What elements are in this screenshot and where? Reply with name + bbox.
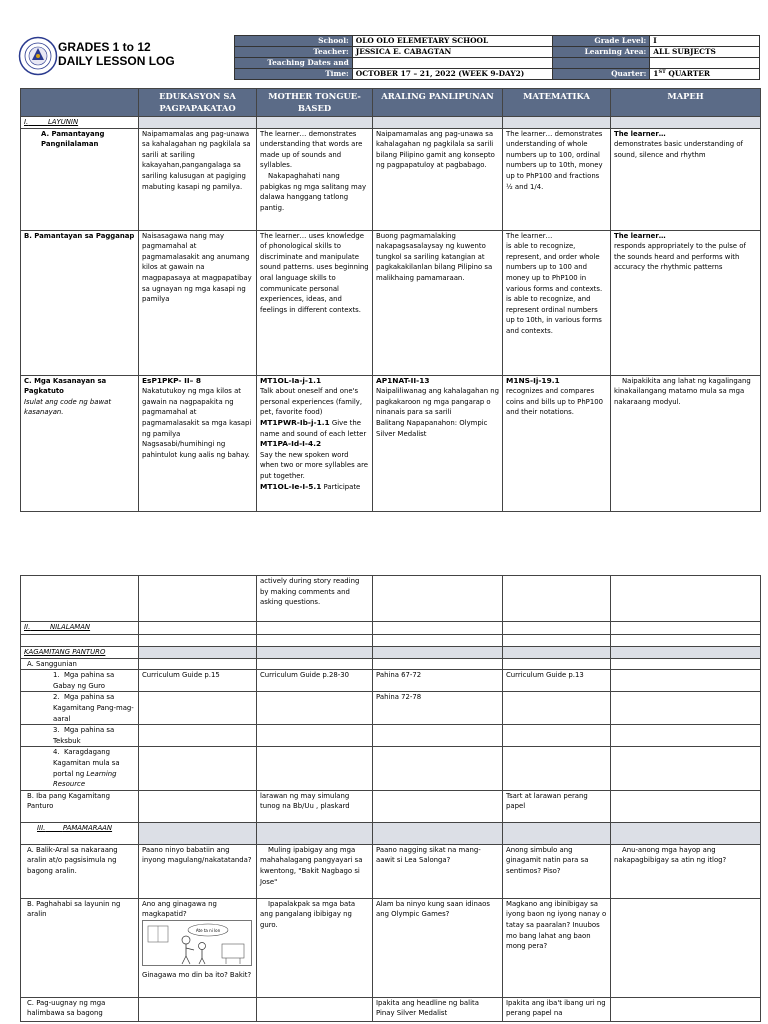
header-info-table xyxy=(234,35,760,80)
deped-seal-logo xyxy=(18,36,58,76)
column-header-mtb: MOTHER TONGUE-BASED xyxy=(257,89,373,117)
cell-a-mtb: The learner… demonstrates understanding that words are made up of sounds and syllables. Nakapaghahati nang pabigkas ng mga salitang may dalawa hanggang tatlong pantig. xyxy=(257,128,373,230)
time-label: Time: xyxy=(235,69,353,80)
cell-a-mapeh: The learner… demonstrates basic understanding of sound, silence and rhythm xyxy=(611,128,761,230)
cell-b-math: The learner… is able to recognize, represent, and order whole numbers up to 100 and money up to PhP100 in various forms and contexts. is able to recognize, and represent ordinal numbers up to 10th, in various forms and contexts. xyxy=(503,230,611,375)
cell-ra-ap: Paano nagging sikat na mang-aawit si Lea Salonga? xyxy=(373,844,503,898)
cell-rb-mapeh xyxy=(611,898,761,997)
siblings-illustration xyxy=(142,920,252,966)
cell-a-esp: Naipamamalas ang pag-unawa sa kahalagahan ng pagkilala sa sarili at sariling kakayahan,pangangalaga sa sariling kalusugan at pagiging mabuting kasapi ng pamilya. xyxy=(139,128,257,230)
teaching-dates-label: Teaching Dates and xyxy=(235,58,353,69)
row-label-karagdagang-kagamitan: 4. Karagdagang Kagamitan mula sa portal ng Learning Resource xyxy=(21,747,139,790)
cell-r2-math xyxy=(503,692,611,725)
teaching-dates-value: OCTOBER 17 – 21, 2022 (WEEK 9-DAY2) xyxy=(352,69,552,80)
column-header-mapeh: MAPEH xyxy=(611,89,761,117)
row-label-pamantayan-sa-pagganap: B. Pamantayan sa Pagganap xyxy=(21,230,139,375)
row-label-iba-pang-kagamitan: B. Iba pang Kagamitang Panturo xyxy=(21,790,139,822)
row-label-pamantayang-pangnilalaman: A. Pamantayang Pangnilalaman xyxy=(21,128,139,230)
cell-ra-mapeh: Anu-anong mga hayop ang nakapagbibigay sa atin ng itlog? xyxy=(611,844,761,898)
grade-level-value: I xyxy=(650,36,760,47)
learning-area-value: ALL SUBJECTS xyxy=(650,47,760,58)
column-header-esp: EDUKASYON SA PAGPAPAKATAO xyxy=(139,89,257,117)
cell-rc-math: Ipakita ang iba't ibang uri ng perang papel na xyxy=(503,997,611,1021)
row-label-paghahabi: B. Paghahabi sa layunin ng aralin xyxy=(21,898,139,997)
quarter-value: 1ST QUARTER xyxy=(650,69,760,80)
cell-b2-esp xyxy=(139,790,257,822)
cell-rc-esp xyxy=(139,997,257,1021)
cell-a-ap: Naipamamalas ang pag-unawa sa kahalagahan ng pagkilala sa sarili bilang Pilipino gamit ang konsepto ng pagpapatuloy at pagbabago. xyxy=(373,128,503,230)
cell-b-mtb: The learner… uses knowledge of phonological skills to discriminate and manipulate sound patterns. uses beginning oral language skills to communicate personal experiences, ideas, and feelings in different contexts. xyxy=(257,230,373,375)
cell-b2-ap xyxy=(373,790,503,822)
cell-r1-ap: Pahina 67-72 xyxy=(373,670,503,692)
form-title-line2: DAILY LESSON LOG xyxy=(58,54,175,68)
cell-rb-mtb: Ipapalakpak sa mga bata ang pangalang ibibigay ng guro. xyxy=(257,898,373,997)
cell-r2-esp xyxy=(139,692,257,725)
cell-c-math: M1NS-Ij-19.1 recognizes and compares coins and bills up to PhP100 and their notations. xyxy=(503,375,611,511)
school-label: School: xyxy=(235,36,353,47)
row-label-gabay-ng-guro: 1. Mga pahina sa Gabay ng Guro xyxy=(21,670,139,692)
cell-b-ap: Buong pagmamalaking nakapagsasalaysay ng kuwento tungkol sa sariling katangian at pagkakakilanlan bilang Pilipino sa malikhaing pamamaraan. xyxy=(373,230,503,375)
cell-c-mtb: MT1OL-Ia-j-1.1 Talk about oneself and one's personal experiences (family, pet, favorite food) MT1PWR-Ib-j-1.1 Give the name and sound of each letter MT1PA-Id-I-4.2 Say the new spoken word when two or more syllables are put together. MT1OL-Ie-I-5.1 Participate xyxy=(257,375,373,511)
column-header-ap: ARALING PANLIPUNAN xyxy=(373,89,503,117)
cell-rb-esp: Ano ang ginagawa ng magkapatid? Ate ta ni lon Ginagawa mo din ba ito? Bakit? xyxy=(139,898,257,997)
cell-b2-mtb: larawan ng may simulang tunog na Bb/Uu , plaskard xyxy=(257,790,373,822)
section-layunin: I. LAYUNIN xyxy=(21,117,139,129)
cell-r1-mapeh xyxy=(611,670,761,692)
teacher-label: Teacher: xyxy=(235,47,353,58)
cell-rc-mapeh xyxy=(611,997,761,1021)
cell-c-esp: EsP1PKP- II– 8 Nakatutukoy ng mga kilos at gawain na nagpapakita ng pagmamahal at pagmamalasakit sa mga kasapi ng pamilya Nagsasabi/humihingi ng pahintulot kung aalis ng bahay. xyxy=(139,375,257,511)
cell-b-esp: Naisasagawa nang may pagmamahal at pagmamalasakit ang anumang kilos at gawain na magpapasaya at magpapatibay sa ugnayan ng mga kasapi ng pamilya xyxy=(139,230,257,375)
row-label-balik-aral: A. Balik-Aral sa nakaraang aralin at/o pagsisimula ng bagong aralin. xyxy=(21,844,139,898)
cell-ra-mtb: Muling ipabigay ang mga mahahalagang pangyayari sa kwentong, "Bakit Nagbago si Jose" xyxy=(257,844,373,898)
cell-b-mapeh: The learner… responds appropriately to the pulse of the sounds heard and performs with accuracy the rhythmic patterns xyxy=(611,230,761,375)
cell-r2-mtb xyxy=(257,692,373,725)
teacher-value: JESSICA E. CABAGTAN xyxy=(352,47,552,58)
cell-rc-ap: Ipakita ang headline ng balita Pinay Silver Medalist xyxy=(373,997,503,1021)
cell-r1-esp: Curriculum Guide p.15 xyxy=(139,670,257,692)
column-header-math: MATEMATIKA xyxy=(503,89,611,117)
quarter-label: Quarter: xyxy=(552,69,650,80)
cell-r1-math: Curriculum Guide p.13 xyxy=(503,670,611,692)
cell-r2-mapeh xyxy=(611,692,761,725)
lesson-log-table-page1 xyxy=(20,88,761,512)
row-label-mga-kasanayan: C. Mga Kasanayan sa Pagkatuto Isulat ang code ng bawat kasanayan. xyxy=(21,375,139,511)
section-pamamaraan: III. PAMAMARAAN xyxy=(21,822,139,844)
row-label-teksbuk: 3. Mga pahina sa Teksbuk xyxy=(21,725,139,747)
lesson-log-table-page2 xyxy=(20,575,761,1022)
cell-b2-math: Tsart at larawan perang papel xyxy=(503,790,611,822)
row-label-pag-uugnay: C. Pag-uugnay ng mga halimbawa sa bagong xyxy=(21,997,139,1021)
row-label-sanggunian: A. Sanggunian xyxy=(21,658,139,670)
school-value: OLO OLO ELEMETARY SCHOOL xyxy=(352,36,552,47)
cell-rb-math: Magkano ang ibinibigay sa iyong baon ng iyong nanay o tatay sa paaralan? Inuubos mo bang lahat ang baon mong pera? xyxy=(503,898,611,997)
cell-b2-mapeh xyxy=(611,790,761,822)
cell-r1-mtb: Curriculum Guide p.28-30 xyxy=(257,670,373,692)
section-nilalaman: II. NILALAMAN xyxy=(21,622,139,635)
cell-r2-ap: Pahina 72-78 xyxy=(373,692,503,725)
row-label-kagamitang-pang-mag-aaral: 2. Mga pahina sa Kagamitang Pang-mag-aaral xyxy=(21,692,139,725)
svg-text:Ate ta ni lon: Ate ta ni lon xyxy=(195,927,221,933)
cell-ra-esp: Paano ninyo babatiin ang inyong magulang/nakatatanda? xyxy=(139,844,257,898)
learning-area-label: Learning Area: xyxy=(552,47,650,58)
cell-ra-math: Anong simbulo ang ginagamit natin para sa sentimos? Piso? xyxy=(503,844,611,898)
grade-level-label: Grade Level: xyxy=(552,36,650,47)
cell-c-mapeh: Naipakikita ang lahat ng kagalingang kinakailangang matamo mula sa mga nakaraang modyul. xyxy=(611,375,761,511)
section-kagamitang-panturo: KAGAMITANG PANTURO xyxy=(21,647,139,659)
cell-c-ap: AP1NAT-II-13 Naipaliliwanag ang kahalagahan ng pagkakaroon ng mga pangarap o ninanais para sa sarili Balitang Napapanahon: Olympic Silver Medalist xyxy=(373,375,503,511)
form-title-line1: GRADES 1 to 12 xyxy=(58,40,151,54)
cell-rb-ap: Alam ba ninyo kung saan idinaos ang Olympic Games? xyxy=(373,898,503,997)
cell-a-math: The learner… demonstrates understanding of whole numbers up to 100, ordinal numbers up to 10th, money up to PhP100 and fractions ½ and 1/4. xyxy=(503,128,611,230)
cell-rc-mtb xyxy=(257,997,373,1021)
cell-continued-mtb: actively during story reading by making comments and asking questions. xyxy=(257,576,373,622)
